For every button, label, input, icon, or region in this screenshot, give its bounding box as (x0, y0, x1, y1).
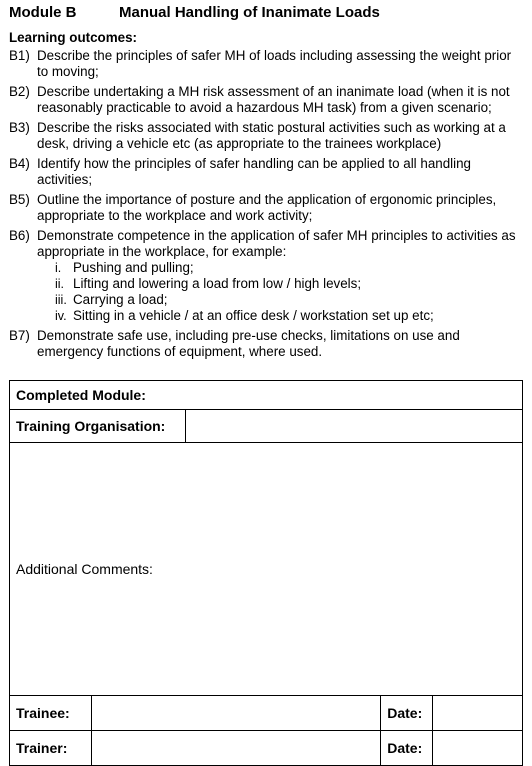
outcome-code: B4) (9, 156, 30, 171)
learning-outcomes-list (9, 48, 519, 364)
outcome-b6 (9, 228, 519, 324)
module-title: Manual Handling of Inanimate Loads (119, 4, 380, 21)
outcome-text: Demonstrate safe use, including pre-use checks, limitations on use and emergency functions of equipment, where used. (37, 328, 460, 359)
example-item (55, 308, 519, 324)
trainer-date-label: Date: (381, 731, 433, 766)
outcome-b3 (9, 120, 519, 152)
completed-module-label: Completed Module: (16, 387, 146, 403)
outcome-code: B2) (9, 84, 30, 99)
outcome-text: Describe the principles of safer MH of loads including assessing the weight prior to moving; (37, 48, 512, 79)
learning-outcomes-heading: Learning outcomes: (9, 30, 137, 45)
module-header (9, 4, 380, 21)
outcome-text: Outline the importance of posture and the application of ergonomic principles, appropriate to the workplace and work activity; (37, 192, 497, 223)
outcome-b4 (9, 156, 519, 188)
outcome-text: Identify how the principles of safer handling can be applied to all handling activities; (37, 156, 471, 187)
additional-comments-field[interactable] (10, 443, 523, 696)
learning-outcomes-label: Learning outcomes (9, 30, 133, 45)
example-number: iv. (55, 309, 67, 323)
example-number: i. (55, 261, 62, 275)
outcome-code: B7) (9, 328, 30, 343)
example-item (55, 276, 519, 292)
additional-comments-label: Additional Comments: (16, 561, 153, 577)
example-text: Sitting in a vehicle / at an office desk / workstation set up etc; (73, 308, 434, 323)
outcome-b2 (9, 84, 519, 116)
trainee-label: Trainee: (10, 696, 92, 731)
example-number: iii. (55, 293, 67, 307)
module-label: Module B (9, 4, 77, 21)
outcome-text: Describe undertaking a MH risk assessment of an inanimate load (when it is not reasonably practicable to avoid a hazardous MH task) from a given scenario; (37, 84, 510, 115)
outcome-code: B5) (9, 192, 30, 207)
trainee-date-label: Date: (381, 696, 433, 731)
training-organisation-field[interactable] (185, 410, 522, 443)
example-text: Pushing and pulling; (73, 260, 194, 275)
outcome-b5 (9, 192, 519, 224)
trainee-date-field[interactable] (433, 696, 523, 731)
outcome-b6-examples (37, 260, 519, 324)
outcome-b1 (9, 48, 519, 80)
outcome-b7 (9, 328, 519, 360)
trainer-date-field[interactable] (433, 731, 523, 766)
trainer-field[interactable] (91, 731, 380, 766)
outcome-code: B6) (9, 228, 30, 243)
example-text: Carrying a load; (73, 292, 168, 307)
trainer-label: Trainer: (10, 731, 92, 766)
training-organisation-label: Training Organisation: (10, 410, 186, 443)
outcome-text: Demonstrate competence in the application of safer MH principles to activities as appropriate in the workplace, for example: (37, 228, 516, 259)
outcome-text: Describe the risks associated with static postural activities such as working at a desk, driving a vehicle etc (as appropriate to the trainees workplace) (37, 120, 506, 151)
trainee-field[interactable] (91, 696, 380, 731)
example-number: ii. (55, 277, 65, 291)
completed-module-field[interactable] (10, 381, 523, 410)
example-item (55, 260, 519, 276)
example-item (55, 292, 519, 308)
sign-off-form (9, 380, 523, 766)
outcome-code: B1) (9, 48, 30, 63)
example-text: Lifting and lowering a load from low / high levels; (73, 276, 362, 291)
outcome-code: B3) (9, 120, 30, 135)
